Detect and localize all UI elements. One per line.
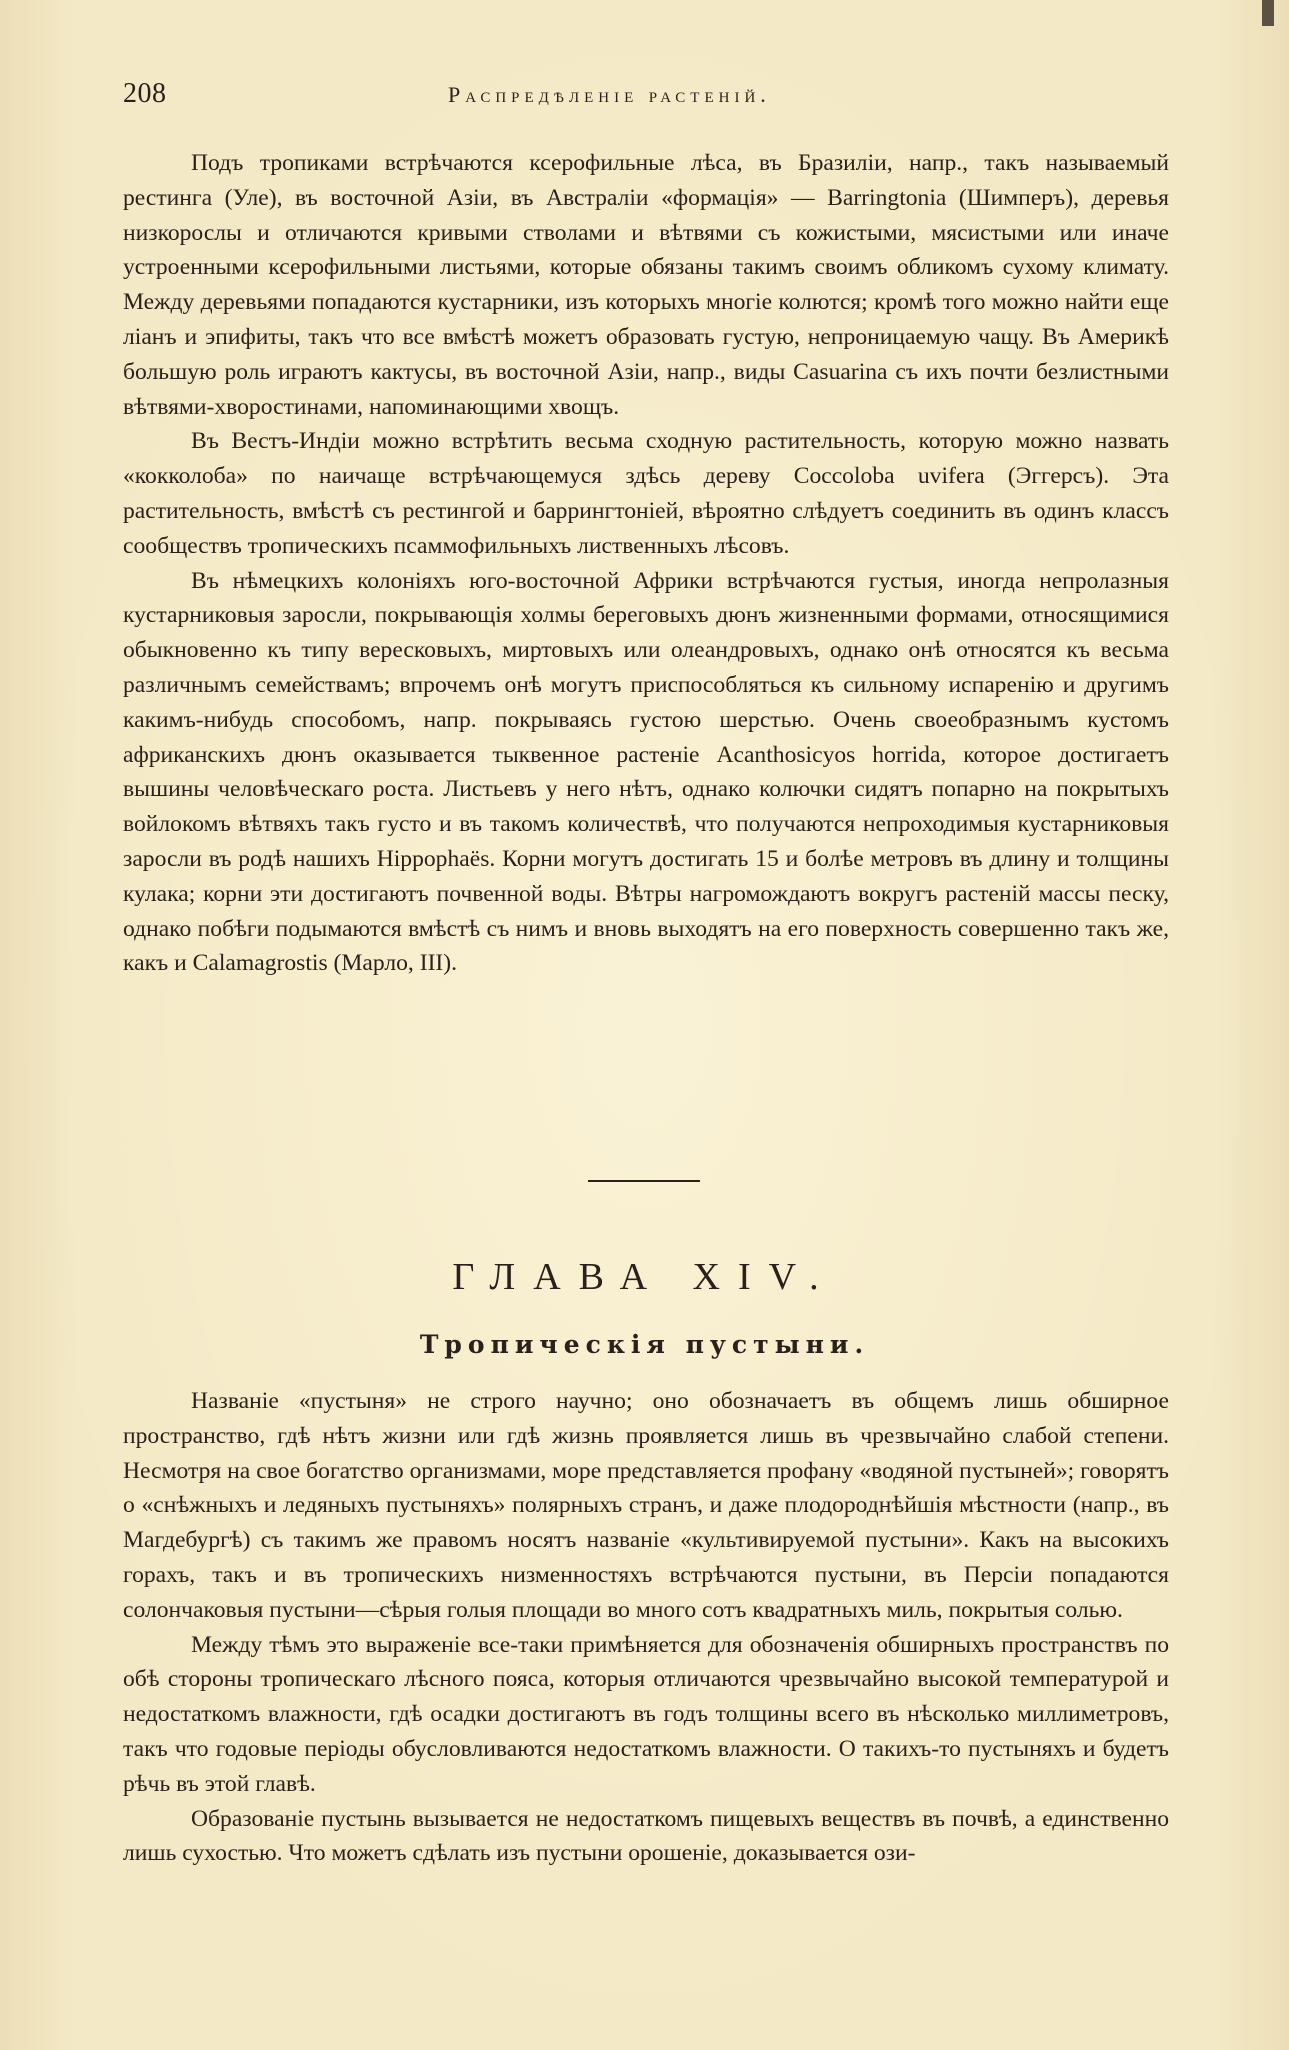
page-edge-mark: [1262, 0, 1274, 26]
chapter-heading: ГЛАВА XIV.: [452, 1256, 837, 1298]
page-number: 208: [123, 78, 167, 109]
paragraph: Въ Вестъ-Индіи можно встрѣтить весьма сходную растительность, которую можно назвать «кокколоба» по наичаще встрѣчающемуся здѣсь дереву Coccoloba uvifera (Эггерсъ). Эта растительность, вмѣстѣ съ рестингой и баррингтоніей, вѣроятно слѣдуетъ соединить въ одинъ классъ сообществъ тропическихъ псаммофильныхъ лиственныхъ лѣсовъ.: [123, 428, 1169, 559]
section-top-text: [123, 146, 1169, 981]
paragraph: Подъ тропиками встрѣчаются ксерофильные лѣса, въ Бразиліи, напр., такъ называемый рестинга (Уле), въ восточной Азіи, въ Австраліи «формація» — Barringtonia (Шимперъ), деревья низкорослы и отличаются кривыми стволами и вѣтвями съ кожистыми, мясистыми или иначе устроенными ксерофильными листьями, которые обязаны такимъ своимъ обликомъ сухому климату. Между деревьями попадаются кустарники, изъ которыхъ многіе колются; кромѣ того можно найти еще ліанъ и эпифиты, такъ что все вмѣстѣ можетъ образовать густую, непроницаемую чащу. Въ Америкѣ большую роль играютъ кактусы, въ восточной Азіи, напр., виды Casuarina съ ихъ почти безлистными вѣтвями-хворостинами, напоминающими хвощъ.: [123, 150, 1169, 420]
paragraph: Въ нѣмецкихъ колоніяхъ юго-восточной Африки встрѣчаются густыя, иногда непролазныя кустарниковыя заросли, покрывающія холмы береговыхъ дюнъ жизненными формами, относящимися обыкновенно къ типу вересковыхъ, миртовыхъ или олеандровыхъ, однако онѣ относятся къ весьма различнымъ семействамъ; впрочемъ онѣ могутъ приспособляться къ сильному испаренію и другимъ какимъ-нибудь способомъ, напр. покрываясь густою шерстью. Очень своеобразнымъ кустомъ африканскихъ дюнъ оказывается тыквенное растеніе Acanthosicyos horrida, которое достигаетъ вышины человѣческаго роста. Листьевъ у него нѣтъ, однако колючки сидятъ попарно на покрытыхъ войлокомъ вѣтвяхъ такъ густо и въ такомъ количествѣ, что получаются непроходимыя кустарниковыя заросли въ родѣ нашихъ Hippophaës. Корни могутъ достигать 15 и болѣе метровъ въ длину и толщины кулака; корни эти достигаютъ почвенной воды. Вѣтры нагромождаютъ вокругъ растеній массы песку, однако побѣги подымаются вмѣстѣ съ нимъ и вновь выходятъ на его поверхность совершенно такъ же, какъ и Calamagrostis (Марло, III).: [123, 567, 1169, 977]
running-head: [123, 78, 1173, 118]
section-bottom-text: [123, 1384, 1169, 1871]
section-divider: [588, 1180, 700, 1182]
paragraph: Названіе «пустыня» не строго научно; оно обозначаетъ въ общемъ лишь обширное пространство, гдѣ нѣтъ жизни или гдѣ жизнь проявляется лишь въ чрезвычайно слабой степени. Несмотря на свое богатство организмами, море представляется профану «водяной пустыней»; говорятъ о «снѣжныхъ и ледяныхъ пустыняхъ» полярныхъ странъ, и даже плодороднѣйшія мѣстности (напр., въ Магдебургѣ) съ такимъ же правомъ носятъ названіе «культивируемой пустыни». Какъ на высокихъ горахъ, такъ и въ тропическихъ низменностяхъ встрѣчаются пустыни, въ Персіи попадаются солончаковыя пустыни—сѣрыя голыя площади во много сотъ квадратныхъ миль, покрытыя солью.: [123, 1388, 1169, 1623]
running-title: Распредѣленіе растеній.: [448, 82, 771, 107]
paragraph: Между тѣмъ это выраженіе все-таки примѣняется для обозначенія обширныхъ пространствъ по обѣ стороны тропическаго лѣсного пояса, которыя отличаются чрезвычайно высокой температурой и недостаткомъ влажности, гдѣ осадки достигаютъ въ годъ толщины всего въ нѣсколько миллиметровъ, такъ что годовые періоды обусловливаются недостаткомъ влажности. О такихъ-то пустыняхъ и будетъ рѣчь въ этой главѣ.: [123, 1631, 1169, 1797]
paragraph: Образованіе пустынь вызывается не недостаткомъ пищевыхъ веществъ въ почвѣ, а единственно лишь сухостью. Что можетъ сдѣлать изъ пустыни орошеніе, доказывается ози-: [123, 1805, 1169, 1867]
chapter-subheading: Тропическія пустыни.: [419, 1330, 870, 1359]
